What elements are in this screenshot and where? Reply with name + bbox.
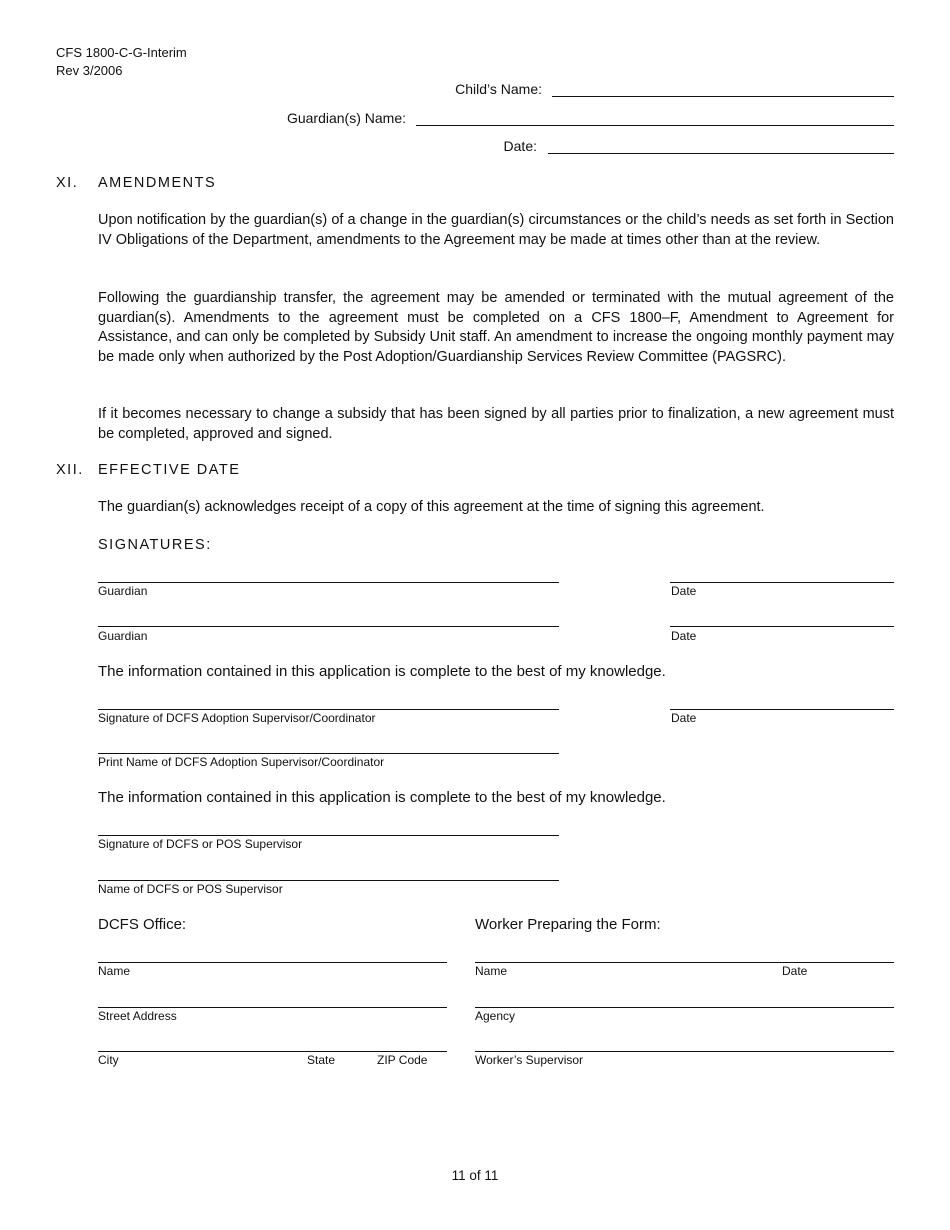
dcfs-adoption-signature-label: Signature of DCFS Adoption Supervisor/Coordinator bbox=[98, 711, 376, 725]
office-street-line[interactable] bbox=[98, 1007, 447, 1008]
office-zip-label: ZIP Code bbox=[377, 1053, 428, 1067]
worker-name-label: Name bbox=[475, 964, 508, 978]
guardian-2-signature-line[interactable] bbox=[98, 626, 559, 627]
dcfs-adoption-print-name-label: Print Name of DCFS Adoption Supervisor/Coordinator bbox=[98, 755, 385, 769]
section-xii-number: XII. bbox=[56, 462, 84, 478]
dcfs-adoption-signature-line[interactable] bbox=[98, 709, 559, 710]
worker-name-line[interactable] bbox=[475, 962, 894, 963]
dcfs-office-heading: DCFS Office: bbox=[98, 916, 187, 933]
dcfs-pos-signature-label: Signature of DCFS or POS Supervisor bbox=[98, 837, 303, 851]
dcfs-pos-name-line[interactable] bbox=[98, 880, 559, 881]
form-revision: Rev 3/2006 bbox=[56, 63, 123, 78]
guardian-2-label: Guardian bbox=[98, 629, 148, 643]
attestation-1: The information contained in this application is complete to the best of my knowledge. bbox=[98, 663, 666, 680]
section-xii-title: EFFECTIVE DATE bbox=[98, 462, 241, 478]
office-street-label: Street Address bbox=[98, 1009, 177, 1023]
form-id: CFS 1800-C-G-Interim bbox=[56, 45, 187, 60]
guardian-1-date-label: Date bbox=[671, 584, 697, 598]
dcfs-pos-signature-line[interactable] bbox=[98, 835, 559, 836]
guardian-1-signature-line[interactable] bbox=[98, 582, 559, 583]
section-xi-number: XI. bbox=[56, 175, 79, 191]
dcfs-adoption-date-label: Date bbox=[671, 711, 697, 725]
office-state-label: State bbox=[307, 1053, 336, 1067]
effective-date-paragraph: The guardian(s) acknowledges receipt of a copy of this agreement at the time of signing this agreement. bbox=[98, 499, 765, 515]
guardian-1-date-line[interactable] bbox=[670, 582, 894, 583]
amendments-paragraph-3: If it becomes necessary to change a subsidy that has been signed by all parties prior to finalization, a new agreement must be completed, approved and signed. bbox=[98, 406, 894, 442]
dcfs-pos-name-label: Name of DCFS or POS Supervisor bbox=[98, 882, 283, 896]
header-date-field[interactable] bbox=[548, 153, 894, 154]
amendments-paragraph-1: Upon notification by the guardian(s) of a change in the guardian(s) circumstances or the child’s needs as set forth in Section IV Obligations of the Department, amendments to the Agreement may be made at times other than at the review. bbox=[98, 212, 894, 248]
office-name-line[interactable] bbox=[98, 962, 447, 963]
office-city-label: City bbox=[98, 1053, 119, 1067]
dcfs-adoption-print-name-line[interactable] bbox=[98, 753, 559, 754]
worker-agency-line[interactable] bbox=[475, 1007, 894, 1008]
guardian-1-label: Guardian bbox=[98, 584, 148, 598]
guardian-2-date-label: Date bbox=[671, 629, 697, 643]
worker-supervisor-label: Worker’s Supervisor bbox=[475, 1053, 584, 1067]
guardians-name-label: Guardian(s) Name: bbox=[286, 110, 406, 126]
childs-name-label: Child’s Name: bbox=[455, 81, 542, 97]
guardians-name-field[interactable] bbox=[416, 125, 894, 126]
worker-agency-label: Agency bbox=[475, 1009, 516, 1023]
section-xi-title: AMENDMENTS bbox=[98, 175, 217, 191]
worker-date-label: Date bbox=[782, 964, 808, 978]
worker-preparing-heading: Worker Preparing the Form: bbox=[475, 916, 661, 933]
guardian-2-date-line[interactable] bbox=[670, 626, 894, 627]
signatures-heading: SIGNATURES: bbox=[98, 537, 212, 553]
page-number: 11 of 11 bbox=[451, 1168, 499, 1183]
office-name-label: Name bbox=[98, 964, 131, 978]
childs-name-field[interactable] bbox=[552, 96, 894, 97]
worker-supervisor-line[interactable] bbox=[475, 1051, 894, 1052]
attestation-2: The information contained in this application is complete to the best of my knowledge. bbox=[98, 789, 666, 806]
header-date-label: Date: bbox=[503, 138, 537, 154]
amendments-paragraph-2: Following the guardianship transfer, the agreement may be amended or terminated with the mutual agreement of the guardian(s). Amendments to the agreement must be completed on a CFS 1800–F, Amendment to Agreement for Assistance, and can only be completed by Subsidy Unit staff. An amendment to increase the ongoing monthly payment may be made only when authorized by the Post Adoption/Guardianship Services Review Committee (PAGSRC). bbox=[98, 290, 894, 365]
dcfs-adoption-date-line[interactable] bbox=[670, 709, 894, 710]
office-city-state-zip-line[interactable] bbox=[98, 1051, 447, 1052]
